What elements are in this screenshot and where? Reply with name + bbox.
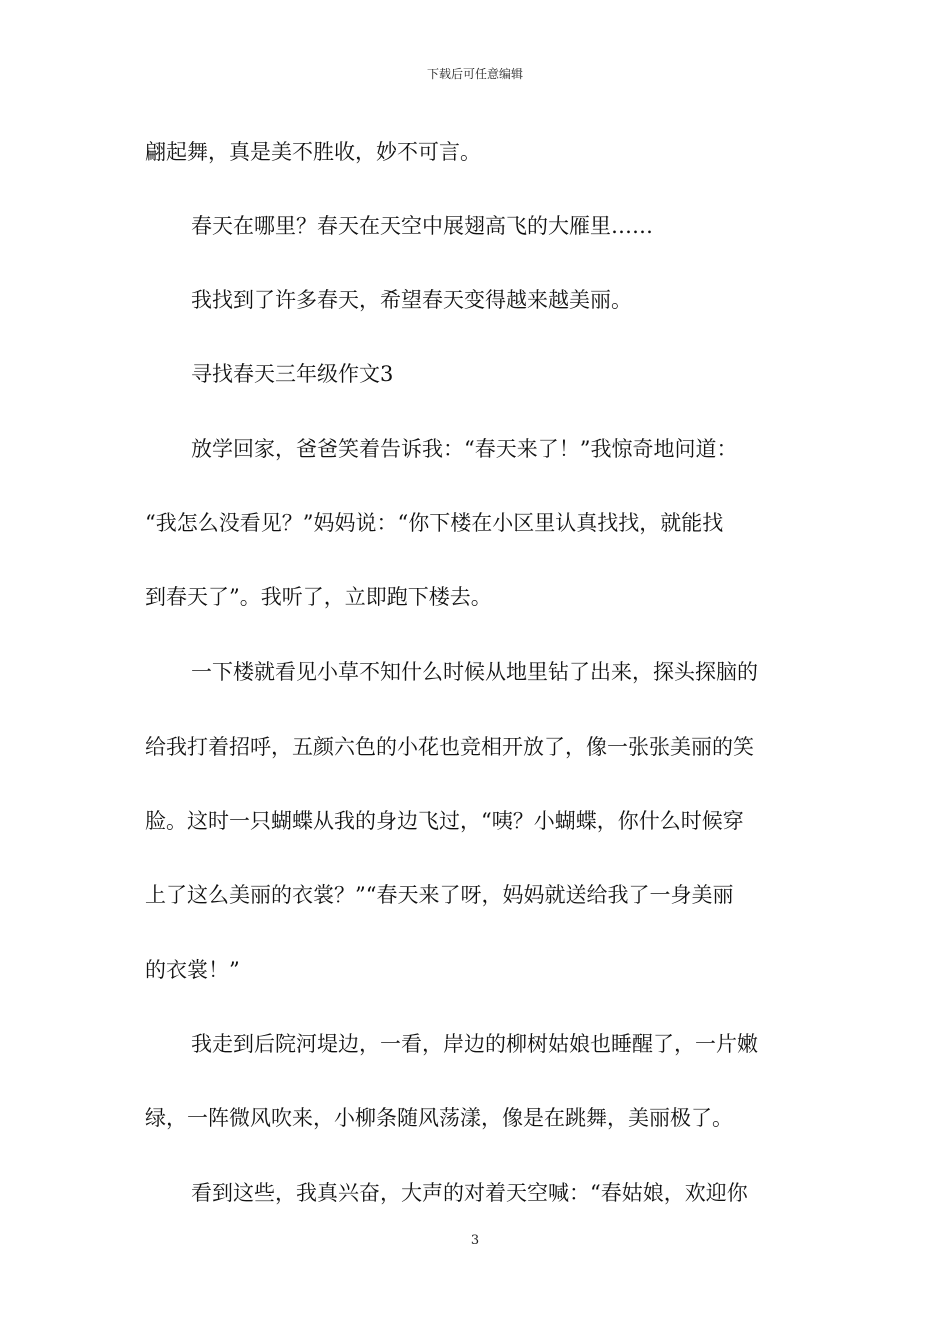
text-line: 放学回家，爸爸笑着告诉我：“春天来了！”我惊奇地问道： — [191, 437, 738, 461]
text-line: 上了这么美丽的衣裳？”“春天来了呀，妈妈就送给我了一身美丽 — [145, 883, 734, 907]
text-line: “我怎么没看见？”妈妈说：“你下楼在小区里认真找找，就能找 — [145, 511, 724, 535]
text-line: 春天在哪里？春天在天空中展翅高飞的大雁里…… — [191, 214, 653, 238]
text-line: 的衣裳！” — [145, 958, 240, 982]
text-line: 绿，一阵微风吹来，小柳条随风荡漾，像是在跳舞，美丽极了。 — [145, 1106, 733, 1130]
page-header: 下载后可任意编辑 — [426, 67, 523, 81]
text-line: 看到这些，我真兴奋，大声的对着天空喊：“春姑娘，欢迎你 — [191, 1181, 748, 1205]
page-number: 3 — [470, 1233, 480, 1248]
section-heading: 寻找春天三年级作文3 — [191, 362, 394, 386]
text-line: 一下楼就看见小草不知什么时候从地里钻了出来，探头探脑的 — [191, 660, 758, 684]
text-line: 我走到后院河堤边，一看，岸边的柳树姑娘也睡醒了，一片嫩 — [191, 1032, 758, 1056]
text-line: 脸。这时一只蝴蝶从我的身边飞过，“咦？小蝴蝶，你什么时候穿 — [145, 809, 744, 833]
text-line: 我找到了许多春天，希望春天变得越来越美丽。 — [191, 288, 632, 312]
text-line: 翩起舞，真是美不胜收，妙不可言。 — [145, 140, 481, 164]
text-line: 到春天了”。我听了，立即跑下楼去。 — [145, 585, 492, 609]
text-line: 给我打着招呼，五颜六色的小花也竞相开放了，像一张张美丽的笑 — [145, 735, 754, 759]
